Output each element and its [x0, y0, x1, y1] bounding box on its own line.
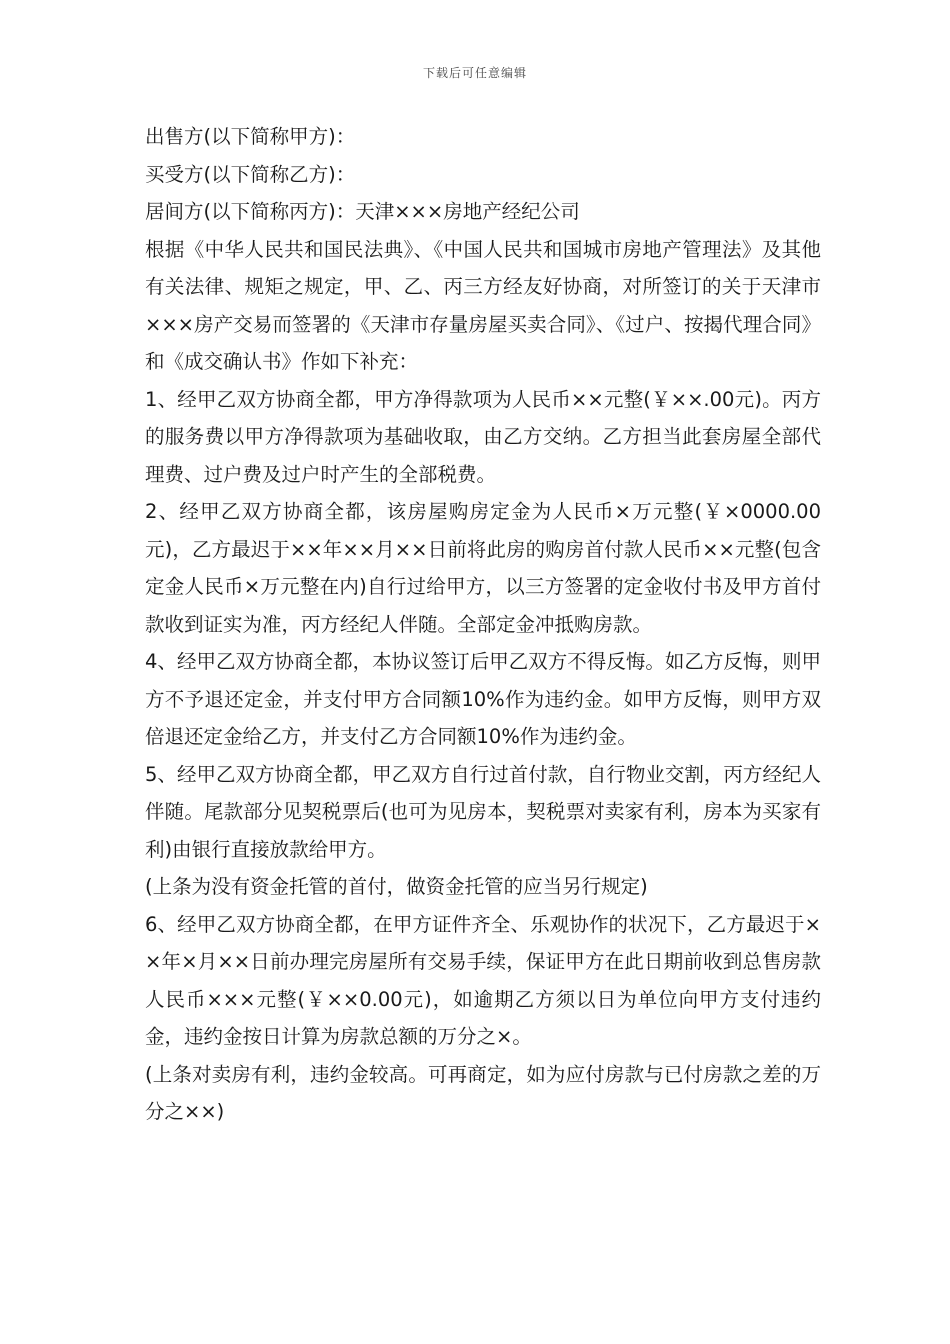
document-body [145, 118, 821, 1131]
seller-line: 出售方(以下简称甲方)： [145, 125, 356, 148]
page-header: 下载后可任意编辑 [422, 66, 527, 80]
clause-6-note: (上条对卖房有利，违约金较高。可再商定，如为应付房款与已付房款之差的万分之××) [145, 1062, 821, 1123]
buyer-line: 买受方(以下简称乙方)： [145, 162, 356, 186]
clause-5-note: (上条为没有资金托管的首付，做资金托管的应当另行规定) [145, 875, 648, 898]
clause-6: 6、经甲乙双方协商全都，在甲方证件齐全、乐观协作的状况下，乙方最迟于××年×月××日前办理完房屋所有交易手续，保证甲方在此日期前收到总售房款人民币×××元整(￥××0.00元)，如逾期乙方须以日为单位向甲方支付违约金，违约金按日计算为房款总额的万分之×。 [145, 912, 821, 1048]
clause-2: 2、经甲乙双方协商全都，该房屋购房定金为人民币×万元整(￥×0000.00元)，乙方最迟于××年××月××日前将此房的购房首付款人民币××元整(包含定金人民币×万元整在内)自行过给甲方，以三方签署的定金收付书及甲方首付款收到证实为准，丙方经纪人伴随。全部定金冲抵购房款。 [145, 500, 821, 636]
clause-1: 1、经甲乙双方协商全都，甲方净得款项为人民币××元整(￥××.00元)。丙方的服务费以甲方净得款项为基础收取，由乙方交纳。乙方担当此套房屋全部代理费、过户费及过户时产生的全部税费。 [145, 387, 821, 486]
clause-4: 4、经甲乙双方协商全都，本协议签订后甲乙双方不得反悔。如乙方反悔，则甲方不予退还定金，并支付甲方合同额10%作为违约金。如甲方反悔，则甲方双倍退还定金给乙方，并支付乙方合同额10%作为违约金。 [145, 650, 821, 748]
preamble-paragraph: 根据《中华人民共和国民法典》、《中国人民共和国城市房地产管理法》及其他有关法律、规矩之规定，甲、乙、丙三方经友好协商，对所签订的关于天津市×××房产交易而签署的《天津市存量房屋买卖合同》、《过户、按揭代理合同》和《成交确认书》作如下补充： [145, 237, 821, 373]
agent-line: 居间方(以下简称丙方)：天津×××房地产经纪公司 [145, 200, 580, 223]
clause-5: 5、经甲乙双方协商全都，甲乙双方自行过首付款，自行物业交割，丙方经纪人伴随。尾款部分见契税票后(也可为见房本，契税票对卖家有利，房本为买家有利)由银行直接放款给甲方。 [145, 762, 821, 861]
